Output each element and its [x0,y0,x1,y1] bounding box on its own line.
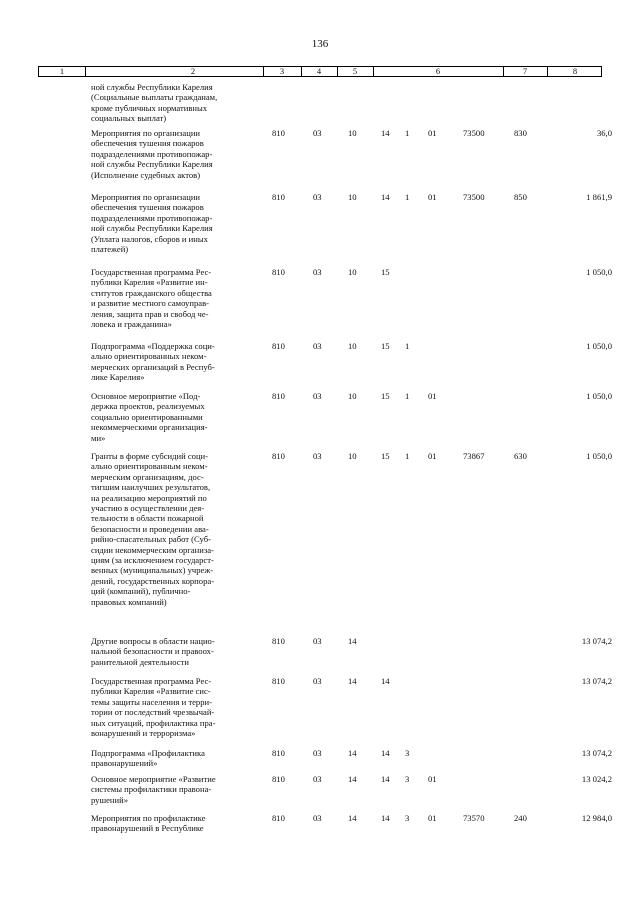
row-description: Подпрограмма «Поддержка соци- ально ориентированных неком- мерческих организаций в Респуб- лике Карелия» [91,341,215,383]
cell-c3: 810 [272,267,285,277]
cell-c8: 12 984,0 [581,813,612,823]
cell-c8: 1 050,0 [586,391,612,401]
cell-c5: 10 [348,128,357,138]
page-number: 136 [311,38,329,50]
row-description: Государственная программа Рес- публики Карелия «Развитие ин- ститутов гражданского общества и развитие местного самоуправ- ления, защита прав и свобод че- ловека и гражданина» [91,267,212,330]
cell-c5: 14 [348,813,357,823]
cell-c5: 10 [348,341,357,351]
cell-c4: 03 [313,636,322,646]
cell-c3: 810 [272,391,285,401]
row-description: Основное мероприятие «Под- держка проектов, реализуемых социально ориентированными некоммерческими организация- ми» [91,391,208,443]
cell-c8: 13 074,2 [581,676,612,686]
cell-c6a: 14 [381,774,390,784]
cell-c5: 14 [348,774,357,784]
cell-c7: 630 [514,451,527,461]
cell-c4: 03 [313,813,322,823]
cell-c5: 14 [348,676,357,686]
row-description: Основное мероприятие «Развитие системы профилактики правона- рушений» [91,774,216,805]
cell-c3: 810 [272,774,285,784]
cell-c3: 810 [272,748,285,758]
cell-c7: 240 [514,813,527,823]
cell-c6d: 73500 [463,192,485,202]
row-description: Мероприятия по организации обеспечения тушения пожаров подразделениями противопожар- ной службы Республики Карелия (Исполнение судебных актов) [91,128,213,180]
table-header [38,66,602,77]
row-description: Другие вопросы в области нацио- нальной безопасности и правоох- ранительной деятельности [91,636,215,667]
cell-c5: 10 [348,267,357,277]
cell-c5: 14 [348,636,357,646]
cell-c6a: 15 [381,267,390,277]
header-col-3: 3 [279,66,285,76]
cell-c6c: 01 [428,774,437,784]
header-col-1: 1 [59,66,65,76]
cell-c6d: 73867 [463,451,485,461]
cell-c3: 810 [272,676,285,686]
cell-c6a: 14 [381,813,390,823]
row-description: Мероприятия по организации обеспечения тушения пожаров подразделениями противопожар- ной службы Республики Карелия (Уплата налогов, сборов и иных платежей) [91,192,213,255]
header-col-6: 6 [435,66,441,76]
cell-c6a: 15 [381,391,390,401]
cell-c6b: 3 [405,748,410,758]
cell-c8: 1 050,0 [586,267,612,277]
cell-c6c: 01 [428,391,437,401]
cell-c3: 810 [272,813,285,823]
cell-c3: 810 [272,128,285,138]
cell-c4: 03 [313,192,322,202]
row-description: Подпрограмма «Профилактика правонарушений» [91,748,205,769]
cell-c6a: 15 [381,341,390,351]
cell-c6a: 14 [381,676,390,686]
cell-c6b: 1 [405,341,410,351]
cell-c8: 13 074,2 [581,636,612,646]
row-description: Мероприятия по профилактике правонарушений в Республике [91,813,206,834]
cell-c6a: 15 [381,451,390,461]
cell-c6c: 01 [428,192,437,202]
header-col-7: 7 [522,66,528,76]
header-col-5: 5 [352,66,358,76]
cell-c6c: 01 [428,813,437,823]
cell-c4: 03 [313,267,322,277]
cell-c5: 10 [348,451,357,461]
cell-c6a: 14 [381,128,390,138]
cell-c6b: 3 [405,813,410,823]
cell-c7: 850 [514,192,527,202]
cell-c6a: 14 [381,748,390,758]
cell-c6c: 01 [428,128,437,138]
cell-c4: 03 [313,128,322,138]
cell-c8: 1 861,9 [586,192,612,202]
cell-c6b: 3 [405,774,410,784]
cell-c8: 13 024,2 [581,774,612,784]
cell-c8: 36,0 [596,128,612,138]
cell-c4: 03 [313,774,322,784]
row-description: ной службы Республики Карелия (Социальные выплаты гражданам, кроме публичных нормативных социальных выплат) [91,82,218,124]
cell-c3: 810 [272,341,285,351]
cell-c3: 810 [272,636,285,646]
cell-c3: 810 [272,192,285,202]
cell-c4: 03 [313,391,322,401]
cell-c5: 14 [348,748,357,758]
row-description: Гранты в форме субсидий соци- ально ориентированным неком- мерческим организациям, дос- тигшим наилучших результатов, на реализацию мероприятий по участию в осуществлении дея- тельности в области пожарной безопасности и проведении ава- рийно-спасательных работ (Суб- сидии некоммерческим организа- циям (за исключением государст- венных (муниципальных) учреж- дений, государственных корпора- ций (компаний), публично- правовых компаний) [91,451,215,607]
cell-c6b: 1 [405,451,410,461]
row-description: Государственная программа Рес- публики Карелия «Развитие сис- темы защиты населения и терри- тории от последствий чрезвычай- ных ситуаций, профилактика пра- вонарушений и терроризма» [91,676,216,739]
cell-c7: 830 [514,128,527,138]
cell-c6a: 14 [381,192,390,202]
cell-c6d: 73500 [463,128,485,138]
cell-c5: 10 [348,391,357,401]
cell-c8: 1 050,0 [586,341,612,351]
cell-c6d: 73570 [463,813,485,823]
cell-c4: 03 [313,748,322,758]
cell-c8: 13 074,2 [581,748,612,758]
cell-c5: 10 [348,192,357,202]
header-col-8: 8 [572,66,578,76]
cell-c3: 810 [272,451,285,461]
cell-c8: 1 050,0 [586,451,612,461]
cell-c4: 03 [313,341,322,351]
cell-c4: 03 [313,451,322,461]
header-col-2: 2 [190,66,196,76]
cell-c4: 03 [313,676,322,686]
cell-c6c: 01 [428,451,437,461]
cell-c6b: 1 [405,128,410,138]
header-col-4: 4 [316,66,322,76]
cell-c6b: 1 [405,192,410,202]
cell-c6b: 1 [405,391,410,401]
